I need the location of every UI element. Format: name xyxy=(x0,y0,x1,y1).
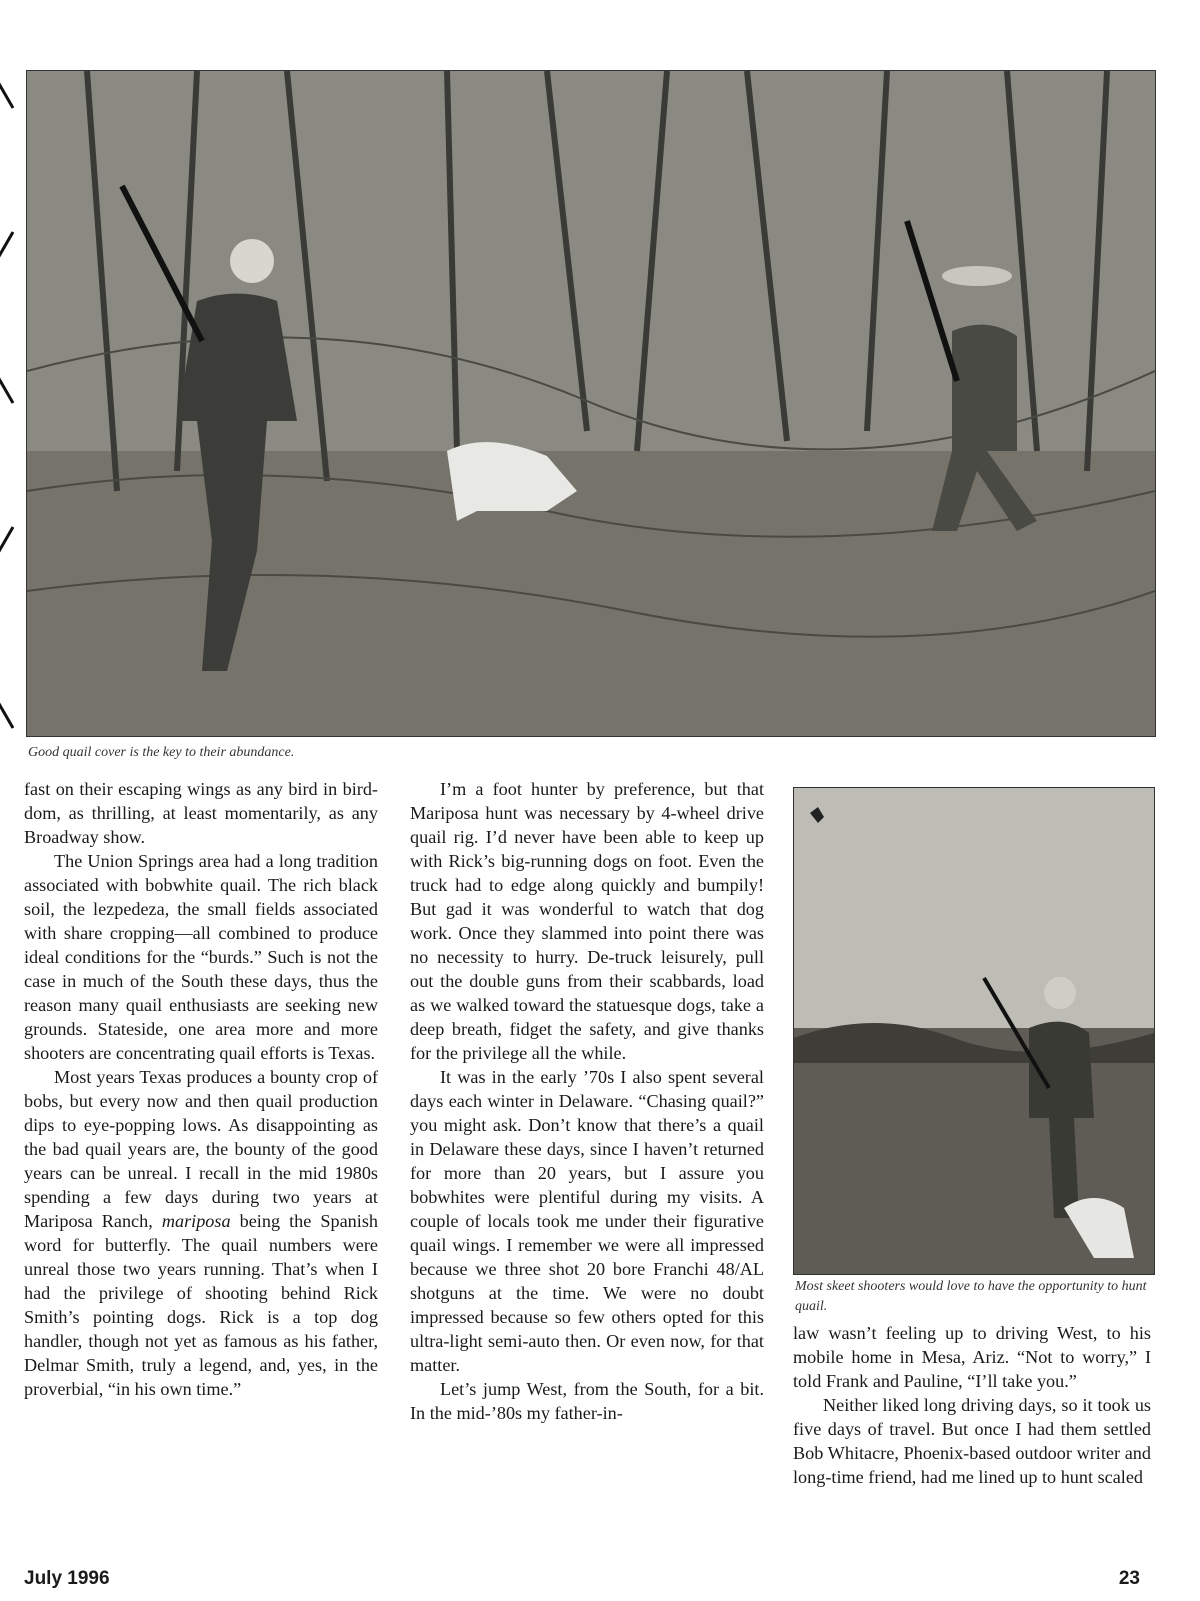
photo-caption-top: Good quail cover is the key to their abundance. xyxy=(28,745,295,760)
binding-mark xyxy=(0,81,14,108)
emphasis-mariposa: mariposa xyxy=(161,1211,231,1231)
paragraph: fast on their escaping wings as any bird in bird-dom, as thrilling, at least momentarily, as any Broadway show. xyxy=(24,779,378,847)
photo-illustration xyxy=(794,788,1154,1274)
text-column-1 xyxy=(24,777,378,1401)
photo-hunter-and-dog xyxy=(793,787,1155,1275)
footer-page-number: 23 xyxy=(1118,1568,1140,1589)
paragraph: Let’s jump West, from the South, for a bit. In the mid-’80s my father-in- xyxy=(410,1379,764,1423)
paragraph-text: being the Spanish word for butterfly. The quail numbers were unreal those two years running. That’s when I had the privilege of shooting behind Rick Smith’s pointing dogs. Rick is a top dog handler, though not yet as famous as his father, Delmar Smith, truly a legend, and, yes, in the proverbial, “in his own time.” xyxy=(24,1211,378,1399)
binding-mark xyxy=(0,526,14,553)
photo-illustration xyxy=(27,71,1155,736)
text-column-2 xyxy=(410,777,764,1425)
binding-mark xyxy=(0,701,14,728)
paragraph: I’m a foot hunter by preference, but that Mariposa hunt was necessary by 4-wheel drive quail rig. I’d never have been able to keep up with Rick’s big-running dogs on foot. Even the truck had to edge along quickly and bumpily! But gad it was wonderful to watch that dog work. Once they slammed into point there was no necessity to hurry. De-truck leisurely, pull out the double guns from their scabbards, load as we walked toward the statuesque dogs, take a deep breath, fidget the safety, and give thanks for the privilege all the while. xyxy=(410,779,764,1063)
paragraph: Neither liked long driving days, so it took us five days of travel. But once I had them settled Bob Whitacre, Phoenix-based outdoor writer and long-time friend, had me lined up to hunt scaled xyxy=(793,1395,1151,1487)
paragraph xyxy=(24,1065,378,1401)
paragraph: The Union Springs area had a long tradition associated with bobwhite quail. The rich black soil, the lezpedeza, the small fields associated with share cropping—all combined to produce ideal conditions for the “burds.” Such is not the case in much of the South these days, thus the reason many quail enthusiasts are seeking new grounds. Stateside, one area more and more shooters are concentrating quail efforts is Texas. xyxy=(24,851,378,1063)
photo-caption-right: Most skeet shooters would love to have the opportunity to hunt quail. xyxy=(795,1279,1147,1314)
paragraph: It was in the early ’70s I also spent several days each winter in Delaware. “Chasing quail?” you might ask. Don’t know that there’s a quail in Delaware these days, since I haven’t returned for more than 20 years, but I assure you bobwhites were plentiful during my visits. A couple of locals took me under their figurative quail wings. I remember we were all impressed because we three shot 20 bore Franchi 48/AL shotguns at the time. We were no doubt impressed because so few others opted for this ultra-light semi-auto then. Or even now, for that matter. xyxy=(410,1067,764,1375)
photo-quail-cover xyxy=(26,70,1156,737)
paragraph: law wasn’t feeling up to driving West, to his mobile home in Mesa, Ariz. “Not to worry,” I told Frank and Pauline, “I’ll take you.” xyxy=(793,1323,1151,1391)
binding-mark xyxy=(0,231,14,258)
binding-mark xyxy=(0,376,14,403)
text-column-3 xyxy=(793,1321,1151,1489)
paragraph-text: Most years Texas produces a bounty crop of bobs, but every now and then quail production dips to eye-popping lows. As disappointing as the bad quail years are, the bounty of the good years can be unreal. I recall in the mid 1980s spending a few days during two years at Mariposa Ranch, xyxy=(24,1067,378,1231)
footer-issue-date: July 1996 xyxy=(24,1568,110,1589)
